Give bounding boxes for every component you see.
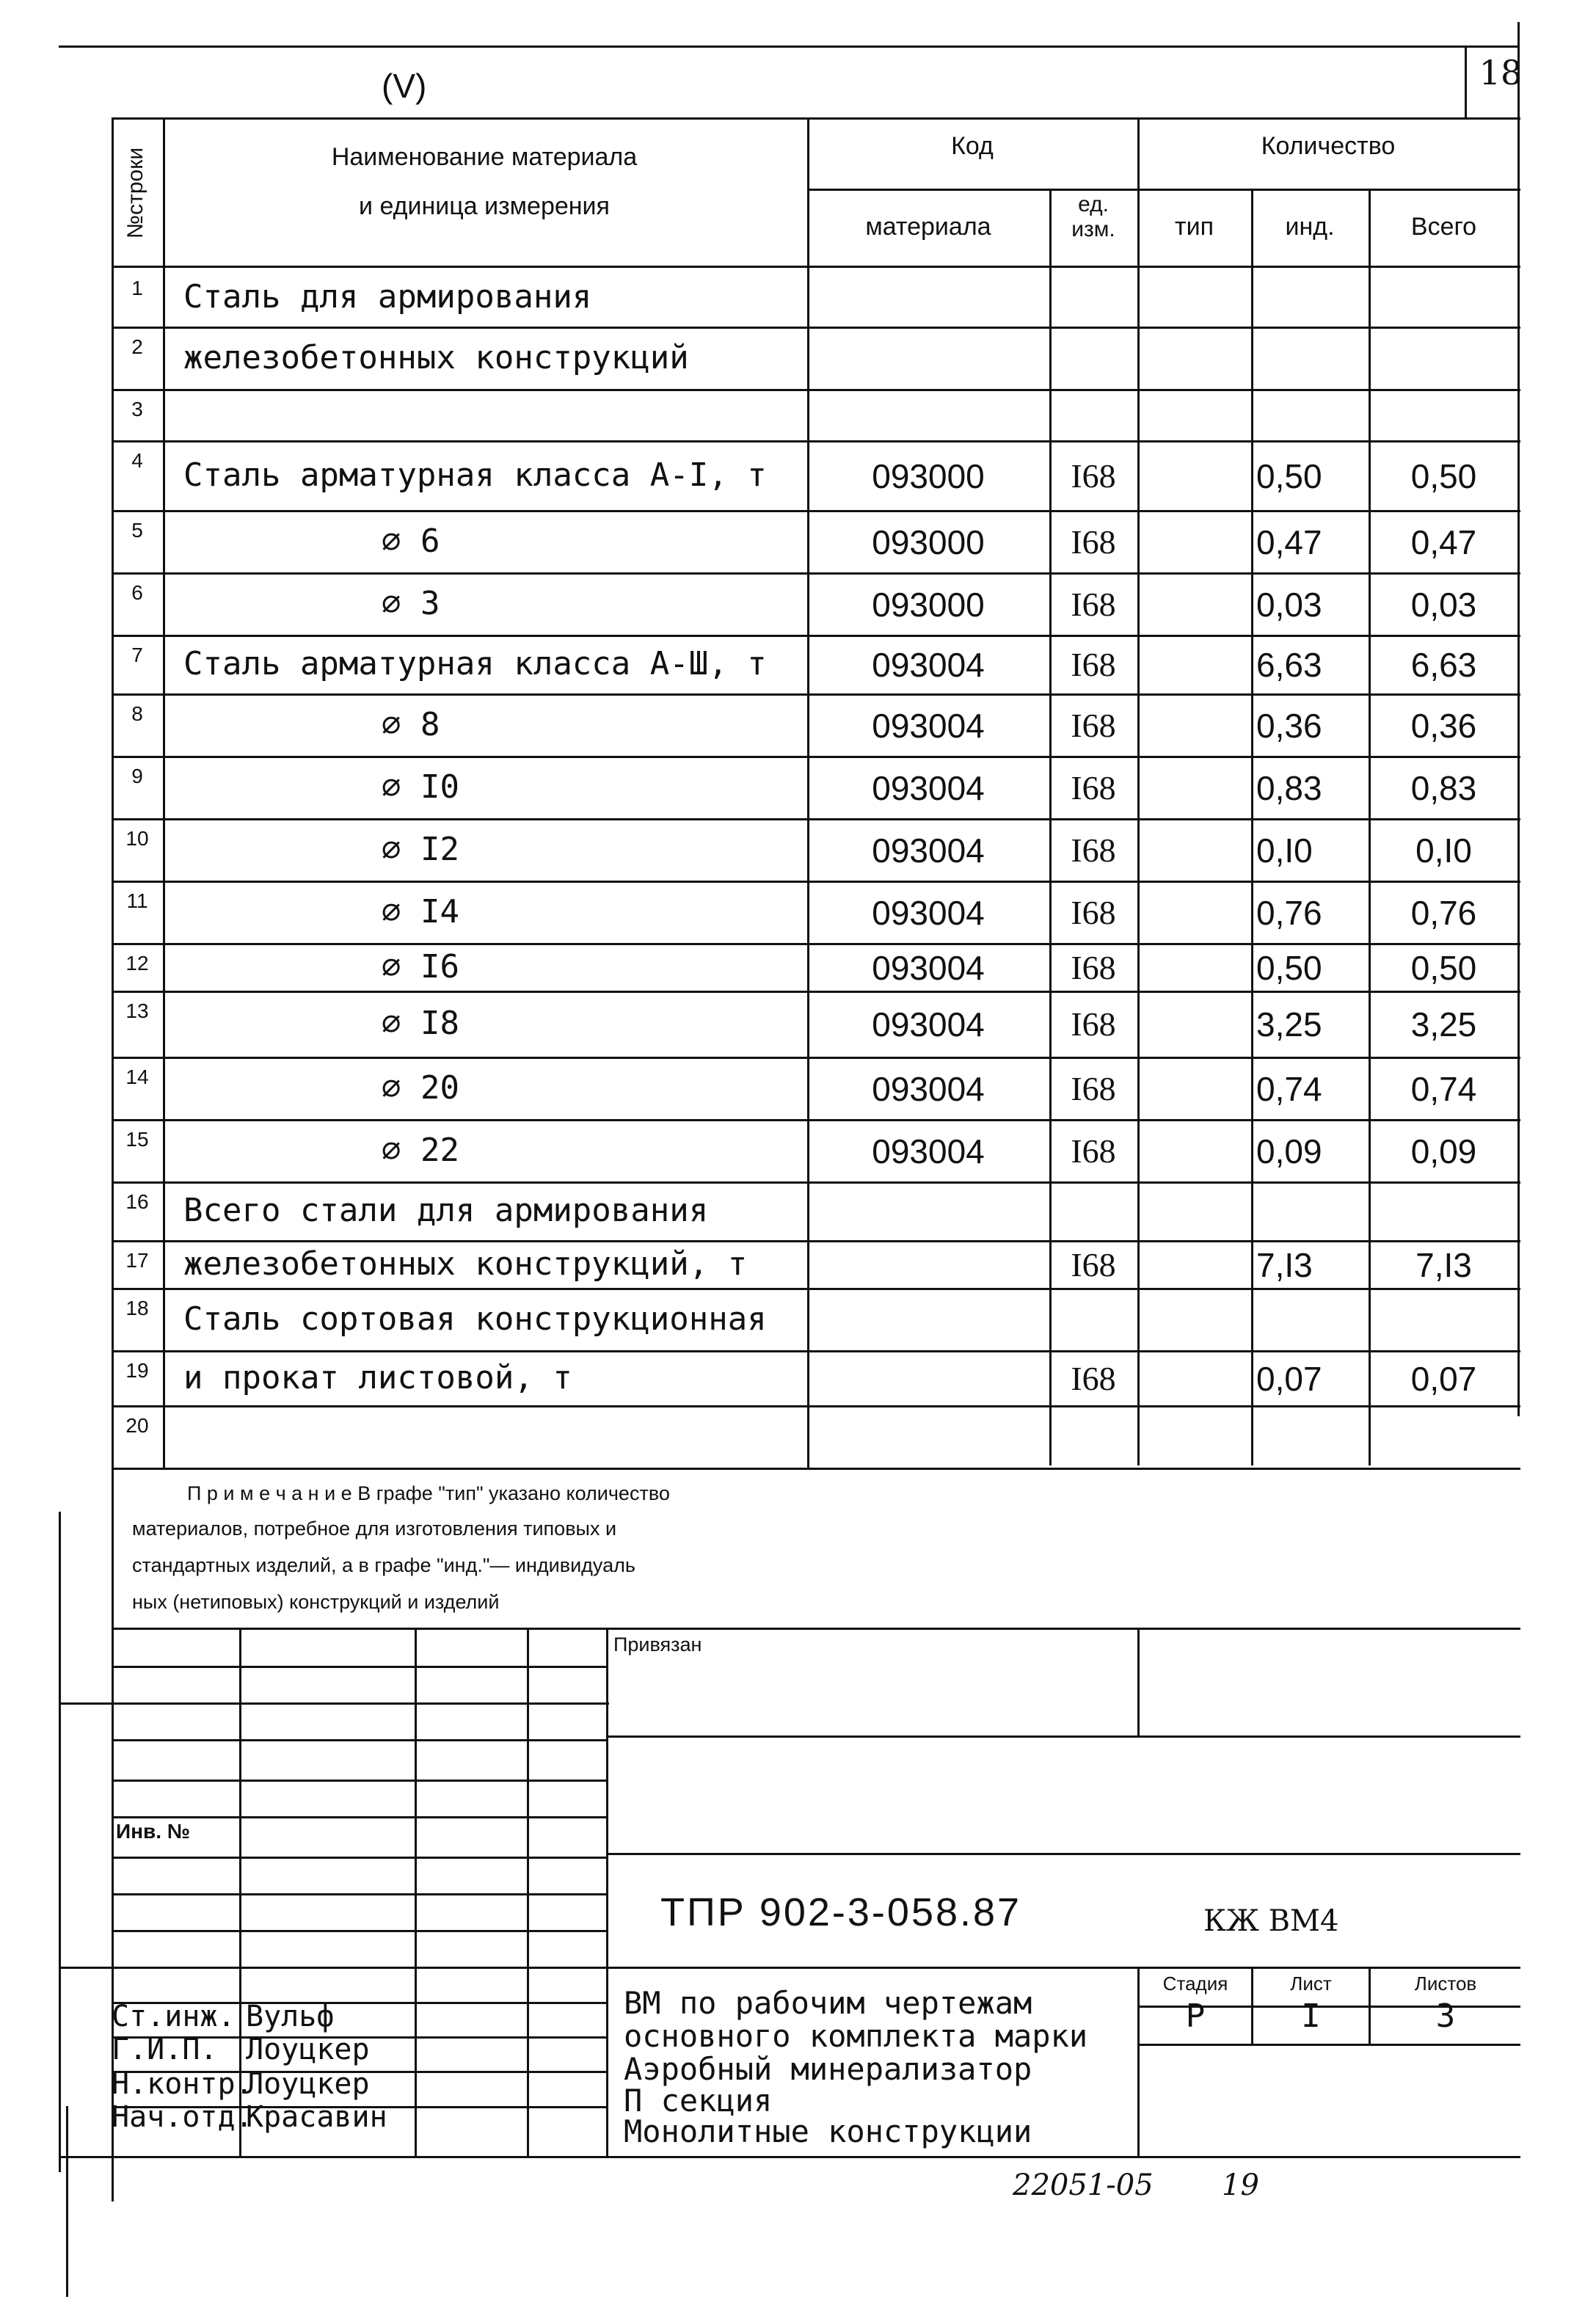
type-header: тип [1175,213,1214,241]
row-number: 2 [131,335,143,358]
signer-role: Н.контр. [112,2067,253,2101]
material-name: ∅ 3 [382,584,440,622]
quantity-total: 0,36 [1410,706,1477,745]
material-name: ∅ 8 [382,705,440,743]
note-line2: материалов, потребное для изготовления типовых и [132,1518,617,1540]
variant-mark: (V) [382,67,427,105]
signer-role: Ст.инж. [112,2000,236,2033]
row-number: 16 [125,1190,149,1213]
signer-name: Вульф [246,2000,335,2033]
material-code: 093004 [872,1069,985,1108]
row-number: 17 [125,1249,149,1272]
quantity-total: 0,50 [1410,456,1477,495]
privyazan-label: Привязан [613,1633,702,1656]
material-code: 093004 [872,893,985,932]
quantity-ind: 6,63 [1256,646,1322,684]
sheet-number: 18 [1479,53,1523,92]
material-header: материала [865,213,991,241]
unit-code: I68 [1071,948,1116,986]
quantity-total: 3,25 [1410,1005,1477,1043]
sheet-value: I [1301,1997,1321,2035]
row-number: 20 [125,1414,149,1437]
document-mark: КЖ ВМ4 [1203,1904,1339,1938]
quantity-ind: 3,25 [1256,1005,1322,1043]
note-line3: стандартных изделий, а в графе "инд."— индивидуаль [132,1554,635,1576]
unit-code: I68 [1071,646,1116,683]
material-name: ∅ I0 [382,768,459,806]
quantity-total: 6,63 [1410,646,1477,684]
title-line4: П секция [624,2083,773,2119]
code-header: Код [951,132,994,160]
title-line3: Аэробный минерализатор [624,2051,1032,2087]
row-number: 13 [125,999,149,1022]
material-name: Всего стали для армирования [183,1192,709,1229]
material-name: Сталь сортовая конструкционная [183,1300,767,1338]
archive-number: 22051-05 [1013,2168,1154,2202]
quantity-ind: 0,47 [1256,522,1322,561]
row-number: 8 [131,702,143,725]
material-code: 093004 [872,646,985,684]
note-line4: ных (нетиповых) конструкций и изделий [132,1591,500,1613]
quantity-total: 0,I0 [1415,831,1472,870]
material-name: ∅ I2 [382,830,459,868]
material-name: Сталь арматурная класса А-I, т [183,456,767,494]
ind-header: инд. [1285,213,1335,241]
unit-code: I68 [1071,456,1116,495]
material-code: 093004 [872,948,985,987]
row-number: 12 [125,952,149,975]
material-code: 093004 [872,1005,985,1043]
material-code: 093004 [872,768,985,807]
material-code: 093000 [872,522,985,561]
quantity-total: 0,74 [1410,1069,1477,1108]
quantity-total: 0,50 [1410,948,1477,987]
material-name: железобетонных конструкций, т [183,1245,748,1283]
quantity-ind: 0,50 [1256,456,1322,495]
quantity-ind: 0,50 [1256,948,1322,987]
document-code: ТПР 902-3-058.87 [660,1890,1022,1934]
archive-page: 19 [1222,2168,1259,2202]
quantity-ind: 0,I0 [1256,831,1313,870]
total-header: Всего [1410,213,1477,241]
row-number: 10 [125,827,149,850]
material-name: Сталь арматурная класса А-Ш, т [183,645,767,682]
row-number: 19 [125,1359,149,1382]
row-number-header: №строки [123,147,147,239]
quantity-ind: 0,36 [1256,706,1322,745]
row-number: 5 [131,519,143,542]
title-line1: ВМ по рабочим чертежам [624,1985,1032,2021]
unit-header: ед. изм. [1071,192,1115,241]
quantity-ind: 0,74 [1256,1069,1322,1108]
material-code: 093000 [872,585,985,624]
signer-role: Г.И.П. [112,2033,218,2066]
quantity-ind: 0,07 [1256,1359,1322,1398]
material-code: 093004 [872,1132,985,1170]
quantity-total: 0,47 [1410,522,1477,561]
title-line5: Монолитные конструкции [624,2113,1032,2149]
unit-code: I68 [1071,1005,1116,1043]
row-number: 6 [131,581,143,604]
row-number: 7 [131,644,143,666]
unit-code: I68 [1071,522,1116,561]
material-name: ∅ 22 [382,1131,459,1169]
sheets-label: Листов [1414,1973,1477,1995]
sheet-label: Лист [1290,1973,1332,1995]
signer-name: Лоуцкер [246,2067,370,2101]
unit-code: I68 [1071,1132,1116,1170]
material-code: 093004 [872,831,985,870]
stage-label: Стадия [1162,1973,1228,1995]
row-number: 14 [125,1066,149,1088]
signer-name: Лоуцкер [246,2033,370,2066]
quantity-total: 0,07 [1410,1359,1477,1398]
row-number: 1 [131,277,143,299]
row-number: 15 [125,1128,149,1151]
unit-code: I68 [1071,893,1116,931]
quantity-ind: 0,83 [1256,768,1322,807]
material-name: ∅ I6 [382,947,459,986]
unit-code: I68 [1071,706,1116,744]
stage-value: Р [1185,1997,1206,2035]
quantity-total: 0,09 [1410,1132,1477,1170]
inv-number-label: Инв. № [116,1820,191,1843]
unit-code: I68 [1071,1359,1116,1397]
row-number: 9 [131,765,143,787]
name-header-line2: и единица измерения [359,192,610,220]
material-code: 093000 [872,456,985,495]
quantity-total: 0,76 [1410,893,1477,932]
row-number: 3 [131,398,143,420]
quantity-ind: 0,03 [1256,585,1322,624]
unit-code: I68 [1071,1245,1116,1283]
material-name: ∅ 20 [382,1068,459,1107]
sheets-value: 3 [1435,1997,1456,2035]
quantity-ind: 0,76 [1256,893,1322,932]
material-name: и прокат листовой, т [183,1358,572,1396]
material-name: ∅ I8 [382,1005,459,1042]
material-name: ∅ I4 [382,892,459,930]
signer-name: Красавин [246,2100,387,2134]
unit-code: I68 [1071,831,1116,869]
row-number: 4 [131,449,143,472]
unit-code: I68 [1071,1069,1116,1107]
quantity-header: Количество [1261,132,1396,160]
note-line1: П р и м е ч а н и е В графе "тип" указано количество [187,1482,670,1504]
row-number: 18 [125,1297,149,1319]
quantity-ind: 7,I3 [1256,1245,1313,1284]
quantity-total: 0,83 [1410,768,1477,807]
quantity-ind: 0,09 [1256,1132,1322,1170]
unit-code: I68 [1071,768,1116,806]
material-code: 093004 [872,706,985,745]
material-name: ∅ 6 [382,522,440,560]
signer-role: Нач.отд. [112,2100,253,2134]
row-number: 11 [126,889,148,912]
unit-code: I68 [1071,585,1116,623]
quantity-total: 7,I3 [1415,1245,1472,1284]
quantity-total: 0,03 [1410,585,1477,624]
name-header-line1: Наименование материала [331,143,638,171]
title-line2: основного комплекта марки [624,2018,1088,2054]
material-name: Сталь для армирования [183,278,592,316]
material-name: железобетонных конструкций [183,338,689,376]
